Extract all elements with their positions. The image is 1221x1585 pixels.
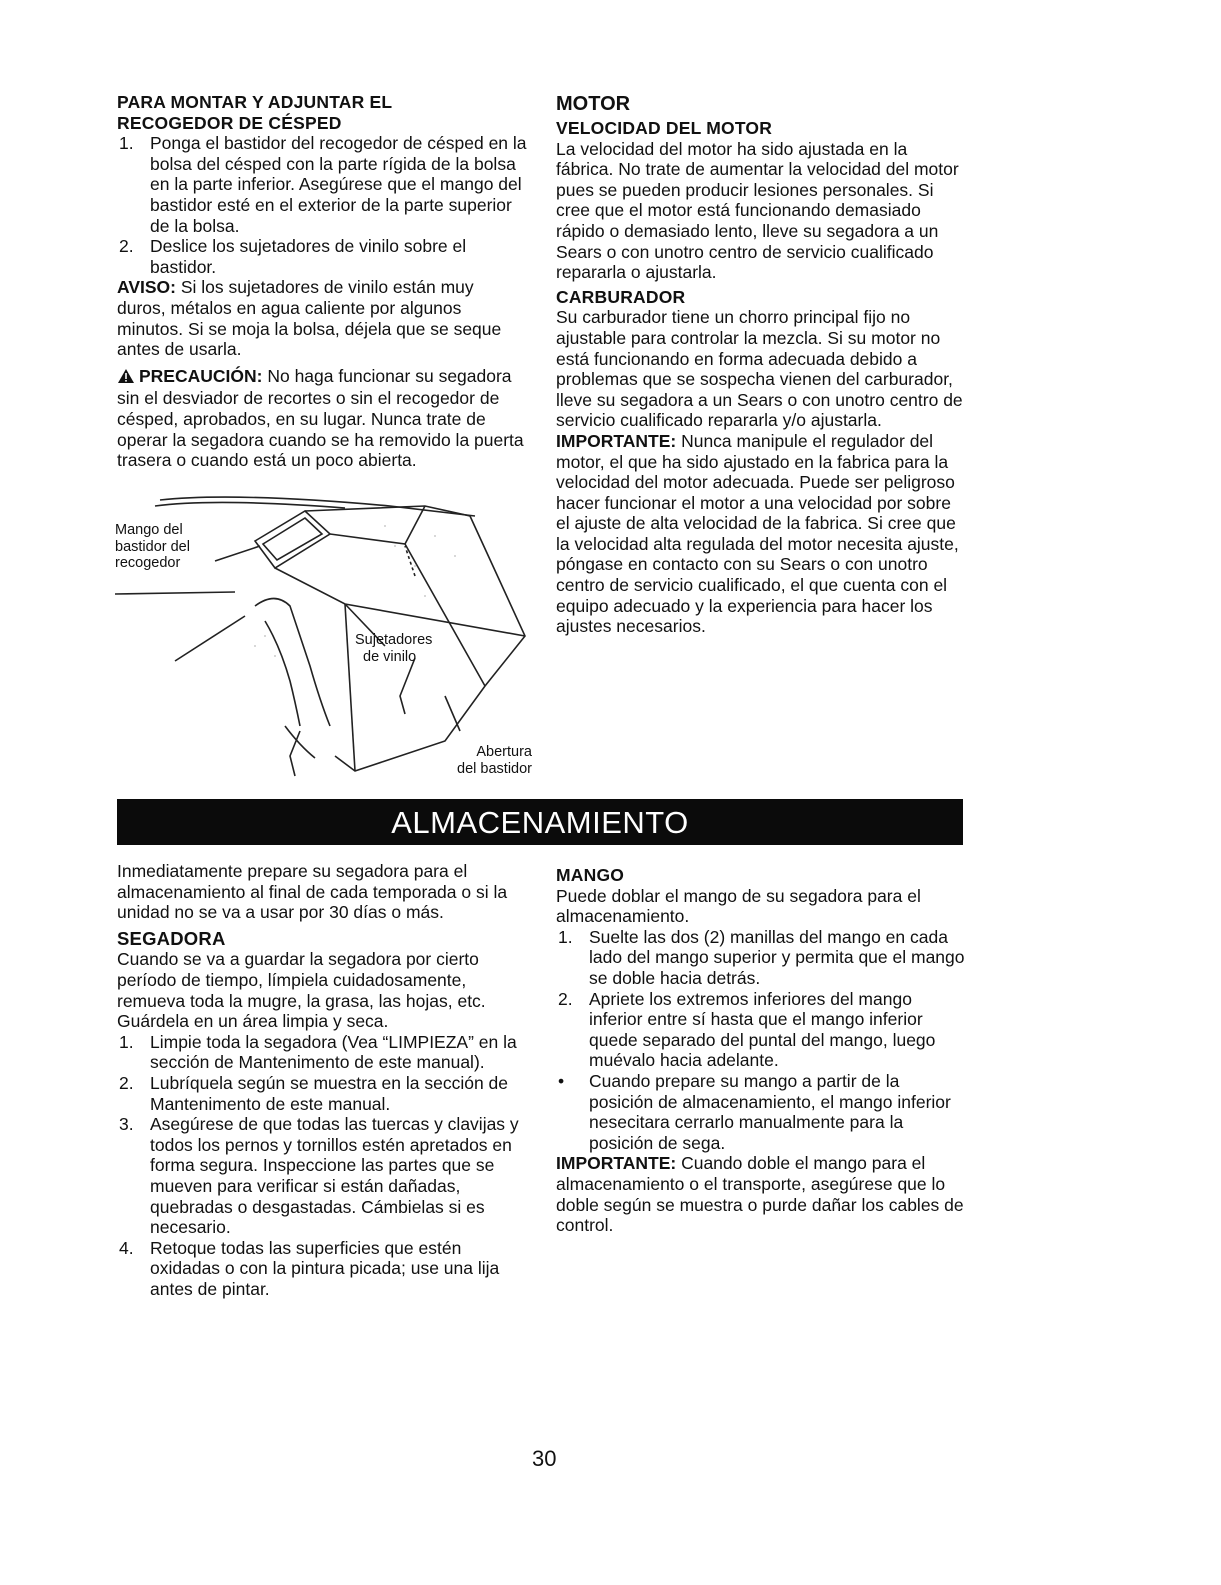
carburador-text: Su carburador tiene un chorro principal fijo no ajustable para controlar la mezcla. Si su motor no está funcionando en forma adecuada debido a problemas que se sospecha vienen del carburador, lleve su segadora a un Sears o con unotro centro de servicio cualificado repararla y/o ajustarla.	[556, 307, 963, 431]
warning-icon	[117, 368, 135, 389]
velocidad-text: La velocidad del motor ha sido ajustada en la fábrica. No trate de aumentar la velocidad del motor pues se pueden producir lesiones personales. Si cree que el motor está funcionando demasiado rápido o demasiado lento, lleve su segadora a un Sears o con unotro centro de servicio cualificado repararla o ajustarla.	[556, 138, 959, 283]
grass-catcher-figure	[115, 486, 535, 788]
precaucion-warning: PRECAUCIÓN: No haga funcionar su segadora sin el desviador de recortes o sin el recogedor de césped, aprobados, en su lugar. Nunca trate de operar la segadora cuando se ha removido la puerta trasera o cuando está un poco abierta.	[117, 365, 524, 471]
list-item: 1. Suelte las dos (2) manillas del mango en cada lado del mango superior y permita que el mango se doble hacia detrás.	[558, 926, 965, 988]
list-item: 2. Apriete los extremos inferiores del mango inferior entre sí hasta que el mango inferior quede separado del puntal del mango, luego muévalo hacia adelante.	[558, 988, 936, 1071]
mango-text: Puede doblar el mango de su segadora para el almacenamiento.	[556, 885, 921, 927]
left-column-top	[117, 92, 527, 471]
list-item: 4. Retoque todas las superficies que estén oxidadas o con la pintura picada; use una lija antes de pintar.	[119, 1237, 500, 1299]
importante-note: IMPORTANTE: Nunca manipule el regulador del motor, el que ha sido ajustado en la fabrica para la velocidad del motor adecuada. Puede ser peligroso hacer funcionar el motor a una velocidad por sobre el ajuste de alta velocidad de la fabrica. Si cree que la velocidad alta regulada del motor necesita ajuste, póngase en contacto con su Sears o con unotro centro de servicio cualificado, el que cuenta con el equipo adecuado y la experiencia para hacer los ajustes necesarios.	[556, 430, 959, 637]
list-item: • Cuando prepare su mango a partir de la posición de almacenamiento, el mango inferior nesecitara cerrarlo manualmente para la posición de sega.	[558, 1070, 951, 1153]
list-item: 2. Lubríquela según se muestra en la sección de Mantenimento de este manual.	[119, 1072, 509, 1114]
list-item: 2. Deslice los sujetadores de vinilo sobre el bastidor.	[119, 236, 467, 277]
label-mango-bastidor: Mango del bastidor del recogedor	[115, 522, 190, 571]
label-sujetadores-vinilo: Sujetadores de vinilo	[355, 632, 433, 665]
list-item: 1. Ponga el bastidor del recogedor de césped en la bolsa del césped con la parte rígida de la bolsa en la parte inferior. Asegúrese que el mango del bastidor esté en el exterior de la parte superior de la bolsa.	[119, 133, 527, 236]
importante-storage-note: IMPORTANTE: Cuando doble el mango para el almacenamiento o el transporte, asegúrese que lo doble según se muestra o purde dañar los cables de control.	[556, 1153, 964, 1236]
mango-heading: MANGO	[556, 865, 625, 885]
velocidad-heading: VELOCIDAD DEL MOTOR	[556, 118, 773, 138]
mango-steps	[556, 927, 966, 1154]
carburador-heading: CARBURADOR	[556, 286, 686, 307]
storage-steps	[117, 1032, 527, 1300]
list-item: 3. Asegúrese de que todas las tuercas y clavijas y todos los pernos y tornillos estén apretados en forma segura. Inspeccione las partes que se mueven para verificar si están dañadas, quebradas o desgastadas. Cámbielas si es necesario.	[119, 1114, 519, 1238]
storage-left-column	[117, 861, 527, 1299]
storage-right-column	[556, 865, 966, 1236]
storage-intro: Inmediatamente prepare su segadora para el almacenamiento al final de cada temporada o si la unidad no se va a usar por 30 días o más.	[117, 861, 508, 923]
label-abertura-bastidor: Abertura del bastidor	[457, 744, 532, 777]
section-heading-line2: RECOGEDOR DE CÉSPED	[117, 112, 342, 133]
list-item: 1. Limpie toda la segadora (Vea “LIMPIEZA” en la sección de Mantenimento de este manual).	[119, 1031, 517, 1073]
right-column-top	[556, 92, 966, 637]
segadora-heading: SEGADORA	[117, 927, 226, 949]
motor-title: MOTOR	[556, 93, 631, 115]
segadora-text: Cuando se va a guardar la segadora por cierto período de tiempo, límpiela cuidadosamente, remueva toda la mugre, la grasa, las hojas, etc. Guárdela en un área limpia y seca.	[117, 949, 486, 1032]
assembly-steps	[117, 133, 527, 277]
page-number: 30	[532, 1446, 557, 1471]
almacenamiento-banner: ALMACENAMIENTO	[117, 799, 963, 845]
aviso-note: AVISO: Si los sujetadores de vinilo están muy duros, métalos en agua caliente por algunos minutos. Si se moja la bolsa, déjela que se seque antes de usarla.	[117, 277, 502, 360]
section-heading: PARA MONTAR Y ADJUNTAR EL	[117, 92, 393, 112]
